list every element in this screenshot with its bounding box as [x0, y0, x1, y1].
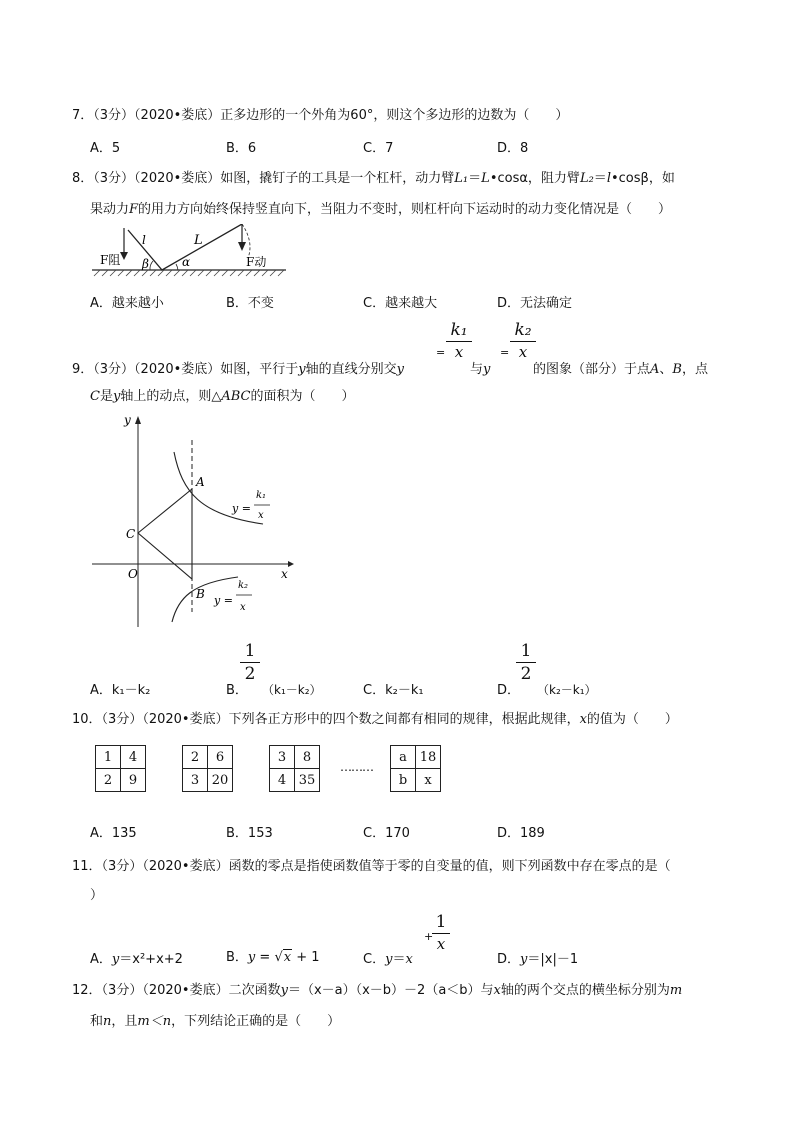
curve-2-x: x: [240, 602, 246, 613]
question-7-stem: 7．（3分）（2020•娄底）正多边形的一个外角为60°，则这个多边形的边数为（ ）: [72, 108, 569, 123]
q9-option-a: A．k₁－k₂: [90, 683, 151, 698]
q11-option-c-fraction: 1 x: [432, 912, 450, 953]
motion-dashed-arc: [242, 224, 250, 258]
power-force-arrowhead: [238, 242, 246, 251]
number-square-1: [95, 745, 146, 792]
q9-mid-text: 与y: [470, 362, 491, 377]
q9-option-b-fraction: 1 2: [240, 641, 260, 684]
label-beta: β: [142, 257, 149, 271]
label-y-axis: y: [124, 413, 131, 427]
curve-1-y: y =: [232, 502, 251, 515]
square-cell: 9: [121, 769, 146, 792]
square-cell: 18: [416, 746, 441, 769]
alpha-arc: [176, 264, 178, 270]
q11-option-a: A．y＝x²+x+2: [90, 952, 183, 967]
y-axis-arrowhead: [135, 416, 141, 424]
q11-option-b: B．y = √x + 1: [226, 950, 320, 965]
square-cell: 3: [183, 769, 208, 792]
number-square-2: [182, 745, 233, 792]
q9-fraction-k1: k₁ x: [446, 320, 472, 361]
label-origin: O: [128, 567, 138, 581]
q9-option-d-rest: （k₂－k₁）: [537, 683, 597, 697]
ground-hatching: [94, 270, 284, 276]
label-point-c: C: [126, 527, 136, 541]
question-11-line-1: 11．（3分）（2020•娄底）函数的零点是指使函数值等于零的自变量的值，则下列函数中存在零点的是（: [72, 859, 671, 874]
q11-option-c-plus: +: [424, 930, 434, 943]
sqrt-symbol: √: [274, 950, 283, 965]
q9-fraction-k2: k₂ x: [510, 320, 536, 361]
square-cell: x: [416, 769, 441, 792]
q7-option-a: A．5: [90, 141, 121, 156]
question-8-line-2: 果动力F的用力方向始终保持竖直向下，当阻力不变时，则杠杆向下运动时的动力变化情况是（ ）: [90, 202, 672, 217]
q8-option-d: D．无法确定: [497, 296, 573, 311]
curve-2-k: k₂: [238, 580, 249, 591]
curve-1-k: k₁: [256, 490, 267, 501]
square-cell: 3: [270, 746, 295, 769]
q8-option-b: B．不变: [226, 296, 274, 311]
square-cell: 2: [96, 769, 121, 792]
square-cell: b: [391, 769, 416, 792]
x-axis-arrowhead: [288, 561, 294, 567]
square-cell: a: [391, 746, 416, 769]
hyperbola-diagram: [88, 412, 308, 632]
q9-option-d-label: D．: [497, 683, 521, 698]
square-cell: 4: [270, 769, 295, 792]
beta-arc: [150, 261, 153, 270]
number-square-3: [269, 745, 320, 792]
q7-option-c: C．7: [363, 141, 394, 156]
q8-option-a: A．越来越小: [90, 296, 164, 311]
curve-1-x: x: [258, 510, 264, 521]
q10-option-a: A．135: [90, 826, 137, 841]
q10-option-d: D．189: [497, 826, 545, 841]
question-9-line-2: C是y轴上的动点，则△ABC的面积为（ ）: [90, 389, 355, 404]
question-8-line-1: 8．（3分）（2020•娄底）如图，撬钉子的工具是一个杠杆，动力臂L₁＝L•cosα，阻力臂L₂＝l•cosβ，如: [72, 171, 675, 186]
square-cell: 35: [295, 769, 320, 792]
label-point-b: B: [196, 587, 205, 601]
number-square-4: [390, 745, 441, 792]
q10-option-b: B．153: [226, 826, 273, 841]
label-point-a: A: [196, 475, 205, 489]
label-x-axis: x: [281, 567, 288, 581]
square-cell: 2: [183, 746, 208, 769]
square-cell: 8: [295, 746, 320, 769]
question-9-line-1-start: 9．（3分）（2020•娄底）如图，平行于y轴的直线分别交y: [72, 362, 405, 377]
label-f-power: F动: [246, 255, 267, 269]
square-cell: 1: [96, 746, 121, 769]
sqrt-radicand: x: [283, 950, 292, 965]
q11-option-d: D．y＝|x|－1: [497, 952, 579, 967]
question-12-line-1: 12．（3分）（2020•娄底）二次函数y＝（x－a）（x－b）－2（a＜b）与x轴的两个交点的横坐标分别为m: [72, 983, 683, 998]
square-cell: 20: [208, 769, 233, 792]
curve-2-y: y =: [214, 594, 233, 607]
label-big-l: L: [194, 233, 203, 248]
label-alpha: α: [182, 255, 191, 269]
square-cell: 6: [208, 746, 233, 769]
q9-option-d-fraction: 1 2: [516, 641, 536, 684]
lever-diagram: [90, 224, 290, 284]
resist-force-arrowhead: [120, 252, 128, 260]
q9-option-b-label: B．: [226, 683, 248, 698]
question-11-line-2: ）: [90, 888, 104, 903]
q7-option-d: D．8: [497, 141, 529, 156]
label-f-resist: F阻: [100, 253, 121, 267]
q10-option-c: C．170: [363, 826, 410, 841]
square-cell: 4: [121, 746, 146, 769]
q9-eq-2: =: [500, 346, 510, 359]
q9-eq-1: =: [436, 346, 446, 359]
label-l: l: [142, 233, 146, 247]
q11-option-c-text: C．y＝x: [363, 952, 413, 967]
question-12-line-2: 和n，且m＜n，下列结论正确的是（ ）: [90, 1014, 341, 1029]
triangle-abc: [138, 489, 192, 579]
sequence-dots: ………: [340, 760, 373, 774]
q8-option-c: C．越来越大: [363, 296, 438, 311]
q9-option-c: C．k₂－k₁: [363, 683, 424, 698]
q7-option-b: B．6: [226, 141, 257, 156]
question-9-line-1-end: 的图象（部分）于点A、B，点: [533, 362, 708, 377]
q9-option-b-rest: （k₁－k₂）: [262, 683, 322, 697]
question-10-stem: 10．（3分）（2020•娄底）下列各正方形中的四个数之间都有相同的规律，根据此规律，x的值为（ ）: [72, 712, 678, 727]
